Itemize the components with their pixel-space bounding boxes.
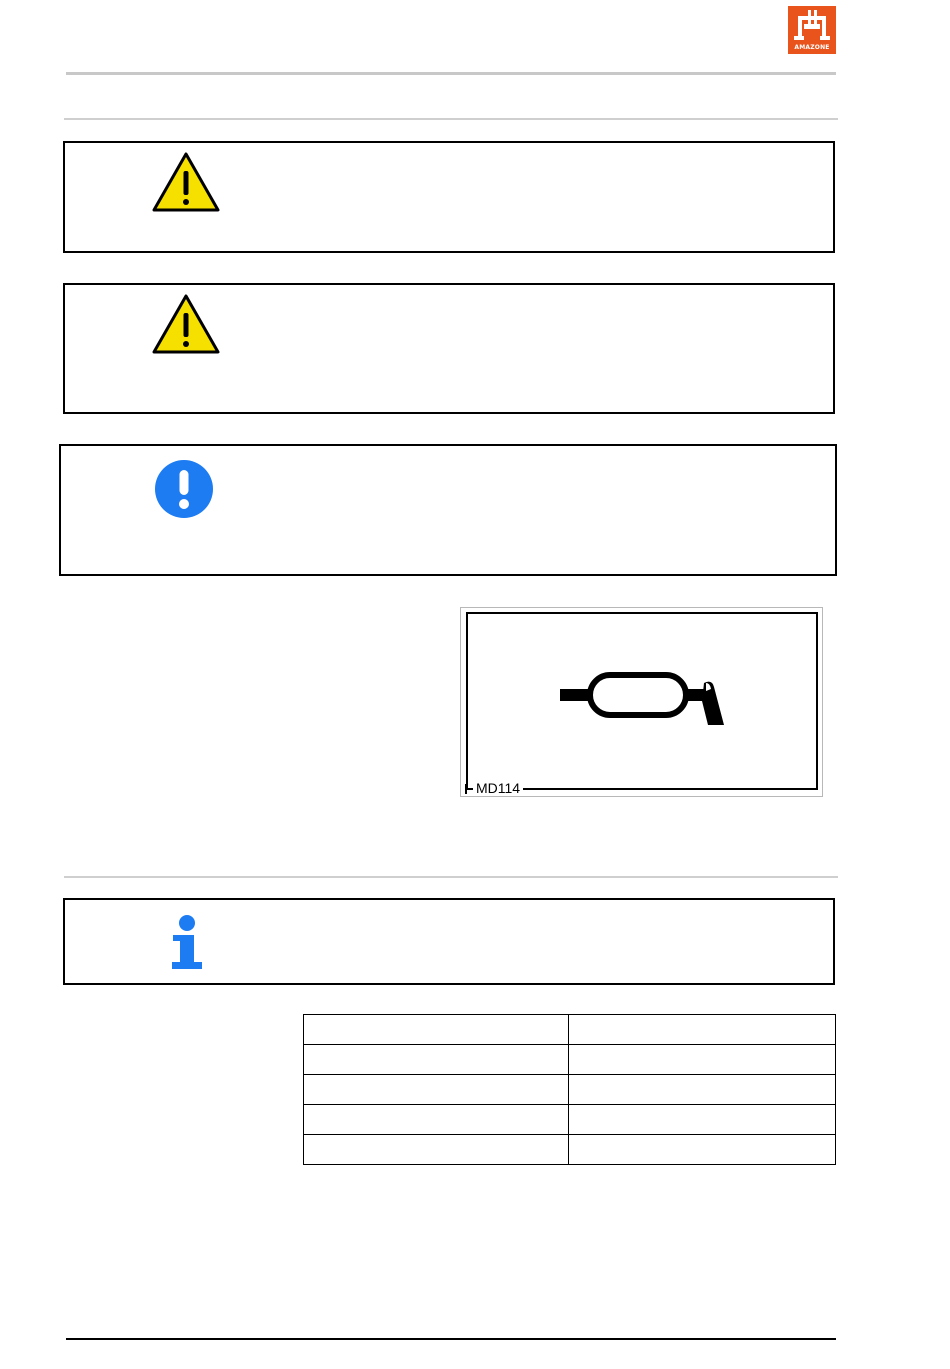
figure-label-tick [465, 784, 470, 794]
section-divider [64, 118, 838, 120]
table-cell [569, 1135, 836, 1165]
info-icon [167, 914, 207, 974]
table-row [304, 1135, 836, 1165]
exclamation-circle-icon [154, 459, 214, 519]
table-cell [569, 1075, 836, 1105]
warning-box-2 [63, 283, 835, 414]
important-box [59, 444, 837, 576]
amazone-logo [788, 6, 836, 54]
table-cell [569, 1015, 836, 1045]
figure-md114 [460, 607, 823, 797]
table-cell [569, 1045, 836, 1075]
warning-box-1 [63, 141, 835, 253]
footer-rule [66, 1338, 836, 1340]
header-rule [66, 72, 836, 75]
warning-triangle-icon [151, 293, 221, 355]
table-cell [304, 1135, 569, 1165]
data-table [303, 1014, 836, 1165]
table-row [304, 1075, 836, 1105]
section-divider [64, 876, 838, 878]
figure-label: MD114 [473, 780, 523, 796]
table-cell [304, 1015, 569, 1045]
table-cell [304, 1045, 569, 1075]
table-cell [304, 1075, 569, 1105]
table-row [304, 1105, 836, 1135]
hydraulic-accumulator-icon [556, 665, 736, 735]
note-box [63, 898, 835, 985]
warning-triangle-icon [151, 151, 221, 213]
logo-text: AMAZONE [794, 44, 830, 51]
table-cell [304, 1105, 569, 1135]
table-row [304, 1015, 836, 1045]
table-cell [569, 1105, 836, 1135]
table-row [304, 1045, 836, 1075]
